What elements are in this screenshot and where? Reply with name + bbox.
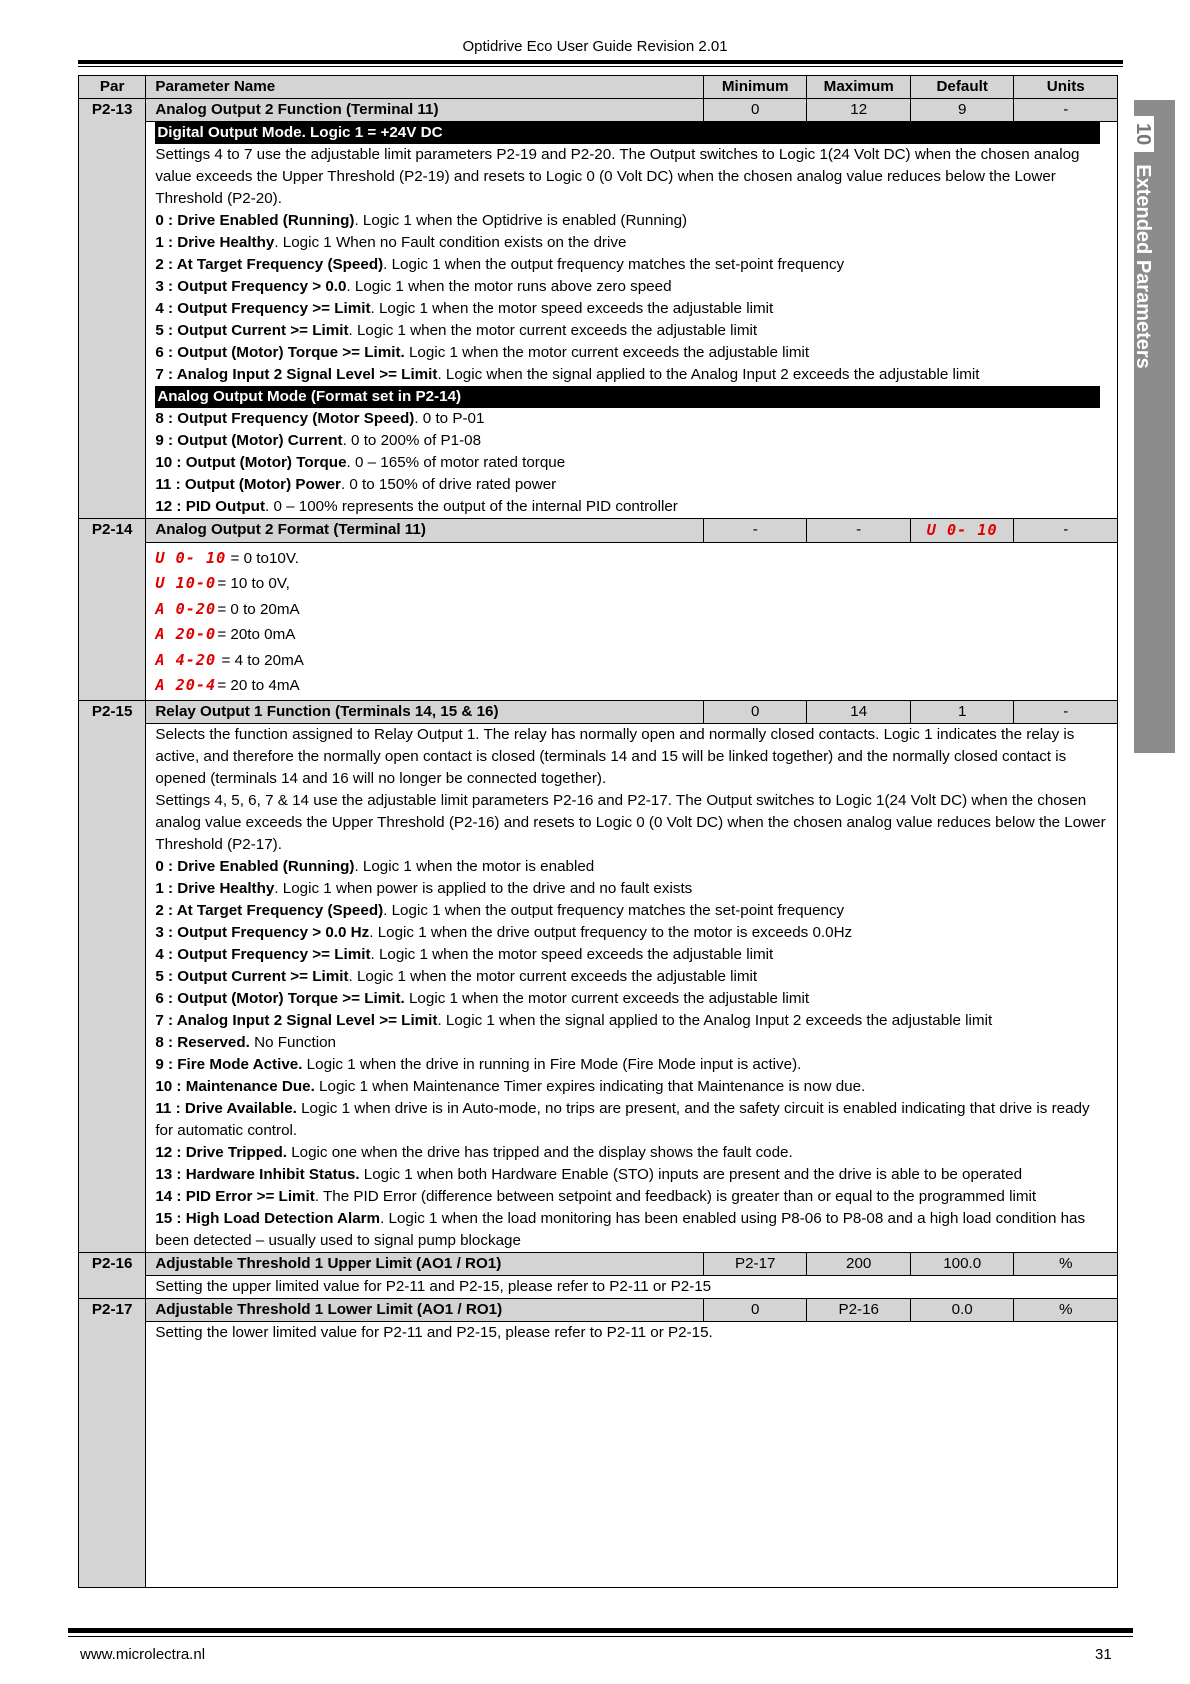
list-item: 0 : Drive Enabled (Running). Logic 1 when the motor is enabled <box>155 858 595 876</box>
param-max: - <box>807 519 910 543</box>
param-desc-row-p2-17 <box>79 1322 1118 1588</box>
param-name: Adjustable Threshold 1 Upper Limit (AO1 / RO1) <box>146 1253 704 1276</box>
param-row-p2-17 <box>79 1299 1118 1322</box>
list-item: A 0-20= 0 to 20mA <box>155 597 1108 622</box>
list-item: 0 : Drive Enabled (Running). Logic 1 when the Optidrive is enabled (Running) <box>155 212 688 229</box>
list-item: 9 : Output (Motor) Current. 0 to 200% of P1-08 <box>155 432 482 449</box>
list-item: 1 : Drive Healthy. Logic 1 when power is applied to the drive and no fault exists <box>155 880 693 898</box>
header-rule-thick <box>78 60 1123 64</box>
param-max: P2-16 <box>807 1299 910 1322</box>
list-item: 3 : Output Frequency > 0.0. Logic 1 when the motor runs above zero speed <box>155 278 672 295</box>
param-desc-row-p2-13 <box>79 122 1118 519</box>
list-item: 12 : PID Output. 0 – 100% represents the output of the internal PID controller <box>155 498 678 515</box>
param-default <box>910 519 1013 543</box>
page-number: 31 <box>1095 1646 1112 1663</box>
list-item: 15 : High Load Detection Alarm. Logic 1 when the load monitoring has been enabled using P8-06 to P8-08 and a high load condition has been detected – usually used to signal pump blockage <box>155 1210 1086 1250</box>
param-min: 0 <box>703 99 806 122</box>
param-description <box>146 122 1118 519</box>
param-row-p2-15 <box>79 701 1118 724</box>
footer-rule-thick <box>68 1628 1133 1633</box>
footer-website: www.microlectra.nl <box>80 1646 206 1663</box>
list-item: 14 : PID Error >= Limit. The PID Error (difference between setpoint and feedback) is greater than or equal to the programmed limit <box>155 1188 1037 1206</box>
analog-output-heading: Analog Output Mode (Format set in P2-14) <box>155 386 1100 408</box>
segment-display-code: A 20-0 <box>155 625 217 644</box>
segment-display-code: U 0- 10 <box>155 549 227 567</box>
param-id: P2-14 <box>79 519 146 701</box>
param-description: Setting the lower limited value for P2-11 and P2-15, please refer to P2-11 or P2-15. <box>146 1322 1118 1588</box>
list-item: 13 : Hardware Inhibit Status. Logic 1 when both Hardware Enable (STO) inputs are present and the drive is able to be operated <box>155 1166 1023 1184</box>
segment-display-code: A 0-20 <box>155 599 217 618</box>
list-item: 7 : Analog Input 2 Signal Level >= Limit. Logic 1 when the signal applied to the Analog Input 2 exceeds the adjustable limit <box>155 1012 993 1030</box>
col-units: Units <box>1014 76 1118 99</box>
param-max: 12 <box>807 99 910 122</box>
param-default: 1 <box>910 701 1013 724</box>
param-description <box>146 724 1118 1253</box>
col-par: Par <box>79 76 146 99</box>
page-header-title: Optidrive Eco User Guide Revision 2.01 <box>462 38 728 55</box>
list-item: 10 : Output (Motor) Torque. 0 – 165% of motor rated torque <box>155 454 566 471</box>
list-item: 12 : Drive Tripped. Logic one when the drive has tripped and the display shows the fault code. <box>155 1144 793 1162</box>
list-item: A 20-4= 20 to 4mA <box>155 673 1108 698</box>
param-min: 0 <box>703 701 806 724</box>
param-max: 200 <box>807 1253 910 1276</box>
col-maximum: Maximum <box>807 76 910 99</box>
list-item: A 20-0= 20to 0mA <box>155 622 1108 647</box>
list-item: 11 : Output (Motor) Power. 0 to 150% of drive rated power <box>155 476 557 493</box>
param-id: P2-16 <box>79 1253 146 1299</box>
list-item: U 10-0= 10 to 0V, <box>155 571 1108 596</box>
list-item: 7 : Analog Input 2 Signal Level >= Limit. Logic when the signal applied to the Analog Input 2 exceeds the adjustable limit <box>155 366 980 383</box>
list-item: 8 : Output Frequency (Motor Speed). 0 to P-01 <box>155 410 485 427</box>
param-max: 14 <box>807 701 910 724</box>
list-item: 9 : Fire Mode Active. Logic 1 when the drive in running in Fire Mode (Fire Mode input is active). <box>155 1056 802 1074</box>
chapter-side-tab <box>1134 100 1175 753</box>
param-description <box>146 543 1118 701</box>
param-min: - <box>703 519 806 543</box>
param-default: 9 <box>910 99 1013 122</box>
col-default: Default <box>910 76 1013 99</box>
param-desc-row-p2-15 <box>79 724 1118 1253</box>
segment-display-code: A 20-4 <box>155 676 217 695</box>
param-units: - <box>1014 99 1118 122</box>
param-id: P2-15 <box>79 701 146 1253</box>
col-minimum: Minimum <box>703 76 806 99</box>
param-name: Relay Output 1 Function (Terminals 14, 15 & 16) <box>146 701 704 724</box>
list-item: 3 : Output Frequency > 0.0 Hz. Logic 1 when the drive output frequency to the motor is exceeds 0.0Hz <box>155 924 853 942</box>
param-row-p2-13 <box>79 99 1118 122</box>
param-units: % <box>1014 1253 1118 1276</box>
list-item: 2 : At Target Frequency (Speed). Logic 1 when the output frequency matches the set-point frequency <box>155 902 845 920</box>
segment-display-code: U 0- 10 <box>926 521 998 539</box>
list-item: 8 : Reserved. No Function <box>155 1034 336 1052</box>
param-name: Analog Output 2 Format (Terminal 11) <box>146 519 704 543</box>
description-text: Selects the function assigned to Relay Output 1. The relay has normally open and normally closed contacts. Logic 1 indicates the relay is active, and therefore the normally open contact is closed (terminals 14 and 15 will be linked together) and the normally closed contact is opened (terminals 14 and 16 will no longer be connected together). <box>155 726 1075 788</box>
param-units: % <box>1014 1299 1118 1322</box>
param-id: P2-13 <box>79 99 146 519</box>
header-rule-thin <box>78 66 1123 67</box>
param-row-p2-16 <box>79 1253 1118 1276</box>
col-parameter-name: Parameter Name <box>146 76 704 99</box>
param-default: 100.0 <box>910 1253 1013 1276</box>
list-item: 10 : Maintenance Due. Logic 1 when Maintenance Timer expires indicating that Maintenance is now due. <box>155 1078 866 1096</box>
chapter-number: 10 <box>1131 116 1154 152</box>
list-item: 4 : Output Frequency >= Limit. Logic 1 when the motor speed exceeds the adjustable limit <box>155 300 774 317</box>
list-item: 4 : Output Frequency >= Limit. Logic 1 when the motor speed exceeds the adjustable limit <box>155 946 774 964</box>
param-units: - <box>1014 519 1118 543</box>
param-desc-row-p2-16 <box>79 1276 1118 1299</box>
list-item: 6 : Output (Motor) Torque >= Limit. Logic 1 when the motor current exceeds the adjustable limit <box>155 344 810 361</box>
param-name: Adjustable Threshold 1 Lower Limit (AO1 / RO1) <box>146 1299 704 1322</box>
list-item: 11 : Drive Available. Logic 1 when drive is in Auto-mode, no trips are present, and the safety circuit is enabled indicating that drive is ready for automatic control. <box>155 1100 1090 1140</box>
description-text: Settings 4 to 7 use the adjustable limit parameters P2-19 and P2-20. The Output switches to Logic 1(24 Volt DC) when the chosen analog value exceeds the Upper Threshold (P2-19) and resets to Logic 0 (0 Volt DC) when the chosen analog value reduces below the Lower Threshold (P2-20). <box>155 146 1080 207</box>
segment-display-code: A 4-20 <box>155 650 217 669</box>
param-default: 0.0 <box>910 1299 1013 1322</box>
digital-output-heading: Digital Output Mode. Logic 1 = +24V DC <box>155 122 1100 144</box>
footer-rule-thin <box>68 1636 1133 1637</box>
list-item: 5 : Output Current >= Limit. Logic 1 when the motor current exceeds the adjustable limit <box>155 968 758 986</box>
list-item: U 0- 10 = 0 to10V. <box>155 546 1108 571</box>
list-item: 5 : Output Current >= Limit. Logic 1 when the motor current exceeds the adjustable limit <box>155 322 758 339</box>
param-min: 0 <box>703 1299 806 1322</box>
param-units: - <box>1014 701 1118 724</box>
param-id: P2-17 <box>79 1299 146 1588</box>
parameter-table <box>78 75 1118 1588</box>
chapter-label: Extended Parameters <box>1132 164 1154 369</box>
list-item: A 4-20 = 4 to 20mA <box>155 648 1108 673</box>
segment-display-code: U 10-0 <box>155 574 217 593</box>
list-item: 6 : Output (Motor) Torque >= Limit. Logic 1 when the motor current exceeds the adjustable limit <box>155 990 810 1008</box>
table-header-row <box>79 76 1118 99</box>
description-text: Settings 4, 5, 6, 7 & 14 use the adjustable limit parameters P2-16 and P2-17. The Output switches to Logic 1(24 Volt DC) when the chosen analog value exceeds the Upper Threshold (P2-16) and resets to Logic 0 (0 Volt DC) when the chosen analog value reduces below the Lower Threshold (P2-17). <box>155 792 1106 854</box>
param-desc-row-p2-14 <box>79 543 1118 701</box>
param-description: Setting the upper limited value for P2-11 and P2-15, please refer to P2-11 or P2-15 <box>146 1276 1118 1299</box>
param-name: Analog Output 2 Function (Terminal 11) <box>146 99 704 122</box>
param-row-p2-14 <box>79 519 1118 543</box>
list-item: 1 : Drive Healthy. Logic 1 When no Fault condition exists on the drive <box>155 234 627 251</box>
param-min: P2-17 <box>703 1253 806 1276</box>
list-item: 2 : At Target Frequency (Speed). Logic 1 when the output frequency matches the set-point frequency <box>155 256 845 273</box>
